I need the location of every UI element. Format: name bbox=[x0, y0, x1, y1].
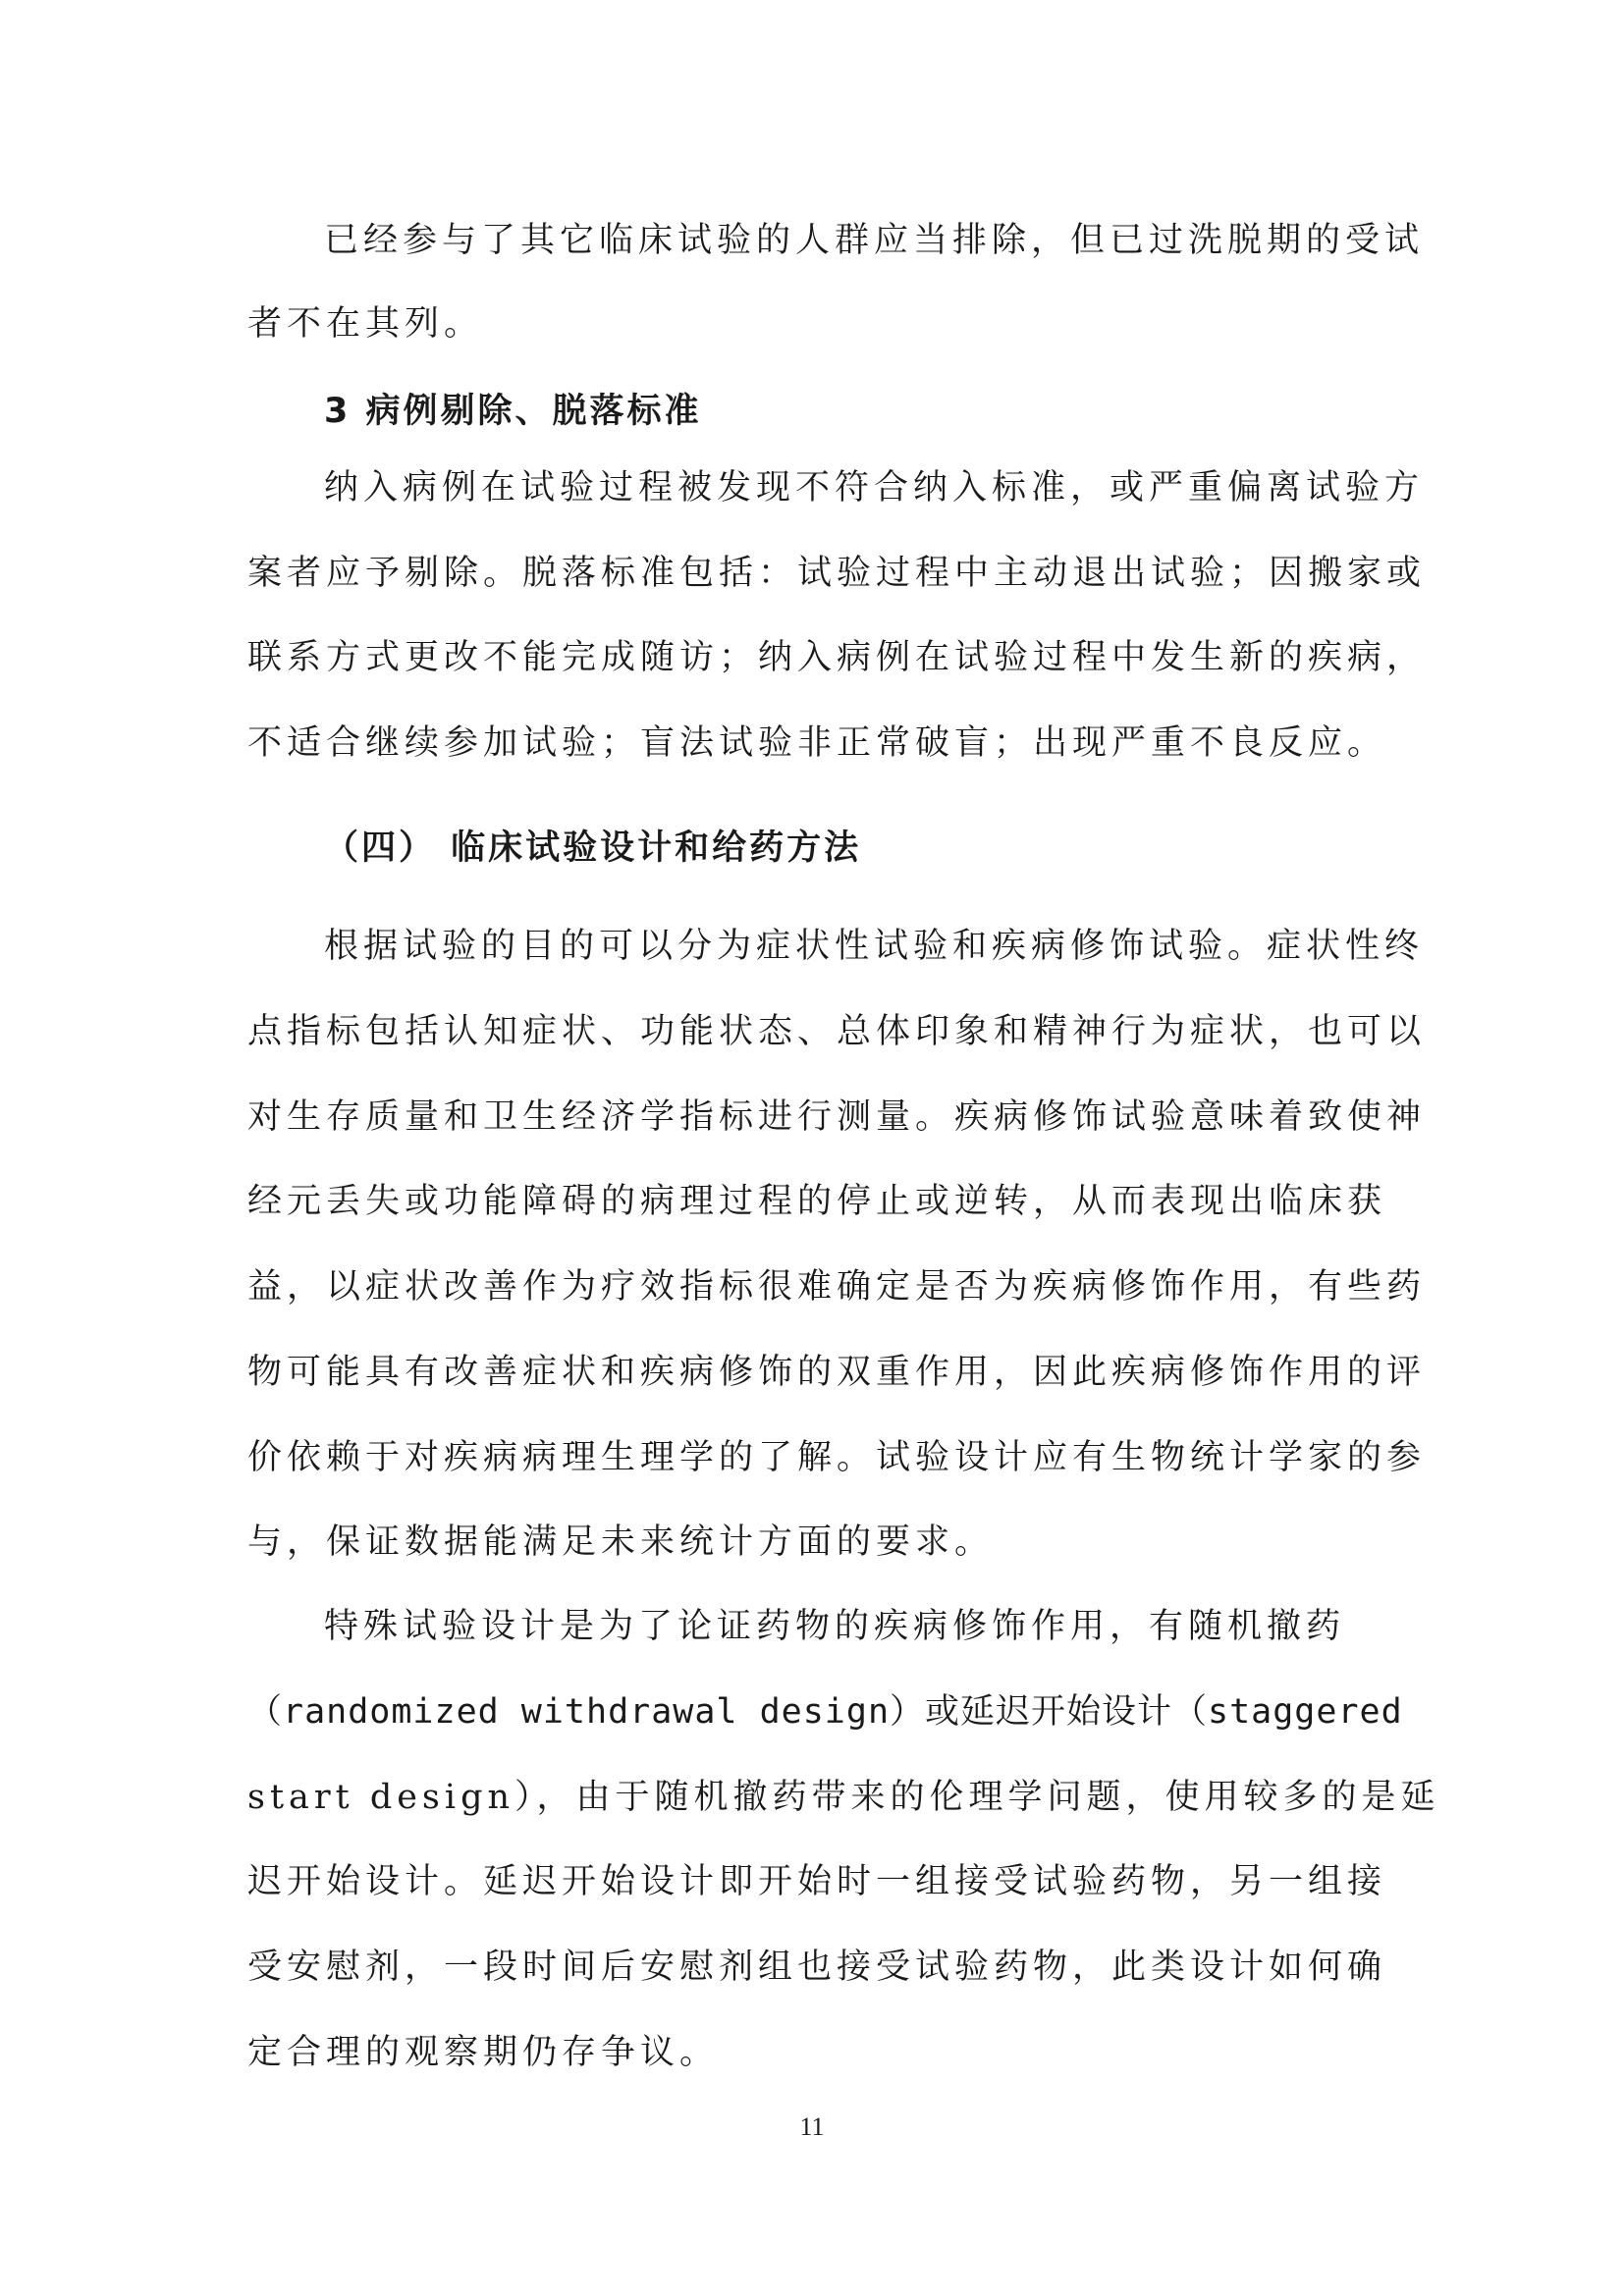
exclusion-text-line-2: 者不在其列。 bbox=[247, 304, 484, 344]
section-4-paragraph-1-line: 物可能具有改善症状和疾病修饰的双重作用，因此疾病修饰作用的评 bbox=[247, 1353, 1427, 1392]
section-4-paragraph-1-line: 点指标包括认知症状、功能状态、总体印象和精神行为症状，也可以 bbox=[247, 1012, 1427, 1051]
section-4-paragraph-2-line: 定合理的观察期仍存争议。 bbox=[247, 2033, 720, 2072]
section-3-paragraph-line: 联系方式更改不能完成随访；纳入病例在试验过程中发生新的疾病， bbox=[247, 638, 1427, 677]
section-4-paragraph-1-line: 与，保证数据能满足未来统计方面的要求。 bbox=[247, 1522, 995, 1562]
exclusion-text-line-1: 已经参与了其它临床试验的人群应当排除，但已过洗脱期的受试 bbox=[324, 221, 1425, 260]
section-3-paragraph-line: 不适合继续参加试验；盲法试验非正常破盲；出现严重不良反应。 bbox=[247, 723, 1387, 763]
section-4-paragraph-2-line: 特殊试验设计是为了论证药物的疾病修饰作用，有随机撤药 bbox=[324, 1607, 1346, 1646]
section-4-heading: （四） 临床试验设计和给药方法 bbox=[324, 828, 862, 868]
section-4-paragraph-2-line: 迟开始设计。延迟开始设计即开始时一组接受试验药物，另一组接 bbox=[247, 1862, 1387, 1901]
section-4-paragraph-1-line: 根据试验的目的可以分为症状性试验和疾病修饰试验。症状性终 bbox=[324, 927, 1425, 966]
section-4-paragraph-2-line: start design），由于随机撤药带来的伦理学问题，使用较多的是延 bbox=[247, 1778, 1440, 1817]
section-4-paragraph-2-line: （randomized withdrawal design）或延迟开始设计（staggered bbox=[247, 1692, 1403, 1732]
section-3-paragraph-line: 案者应予剔除。脱落标准包括：试验过程中主动退出试验；因搬家或 bbox=[247, 554, 1427, 593]
section-3-heading: 3 病例剔除、脱落标准 bbox=[324, 392, 702, 431]
section-4-paragraph-1-line: 益，以症状改善作为疗效指标很难确定是否为疾病修饰作用，有些药 bbox=[247, 1267, 1427, 1307]
section-4-paragraph-1-line: 经元丢失或功能障碍的病理过程的停止或逆转，从而表现出临床获 bbox=[247, 1182, 1387, 1221]
section-4-paragraph-1-line: 价依赖于对疾病病理生理学的了解。试验设计应有生物统计学家的参 bbox=[247, 1438, 1427, 1477]
section-4-paragraph-2-line: 受安慰剂，一段时间后安慰剂组也接受试验药物，此类设计如何确 bbox=[247, 1948, 1387, 1987]
section-4-paragraph-1-line: 对生存质量和卫生经济学指标进行测量。疾病修饰试验意味着致使神 bbox=[247, 1097, 1427, 1137]
page-number: 11 bbox=[799, 2112, 825, 2141]
section-3-paragraph-line: 纳入病例在试验过程被发现不符合纳入标准，或严重偏离试验方 bbox=[324, 468, 1425, 507]
